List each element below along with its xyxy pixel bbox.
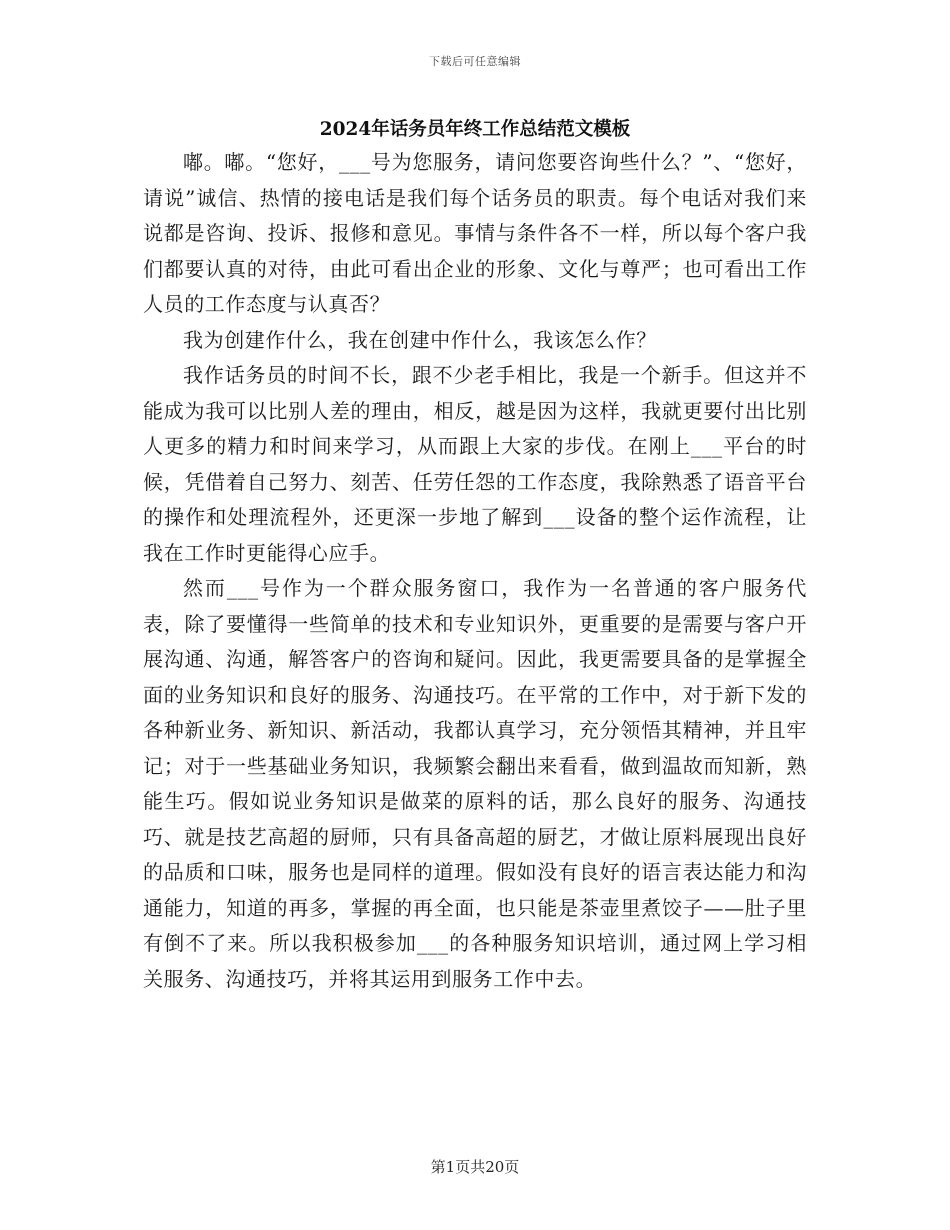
document-body	[143, 145, 807, 997]
header-note: 下载后可任意编辑	[429, 55, 521, 68]
page-number: 第1页共20页	[430, 1158, 520, 1176]
paragraph-1: 嘟。嘟。“您好，___号为您服务，请问您要咨询些什么？”、“您好，请说”诚信、热情的接电话是我们每个话务员的职责。每个电话对我们来说都是咨询、投诉、报修和意见。事情与条件各不一样，所以每个客户我们都要认真的对待，由此可看出企业的形象、文化与尊严；也可看出工作人员的工作态度与认真否？	[143, 150, 807, 316]
paragraph-3: 我作话务员的时间不长，跟不少老手相比，我是一个新手。但这并不能成为我可以比别人差的理由，相反，越是因为这样，我就更要付出比别人更多的精力和时间来学习，从而跟上大家的步伐。在刚上___平台的时候，凭借着自己努力、刻苦、任劳任怨的工作态度，我除熟悉了语音平台的操作和处理流程外，还更深一步地了解到___设备的整个运作流程，让我在工作时更能得心应手。	[143, 363, 807, 565]
paragraph-4: 然而___号作为一个群众服务窗口，我作为一名普通的客户服务代表，除了要懂得一些简单的技术和专业知识外，更重要的是需要与客户开展沟通、沟通，解答客户的咨询和疑问。因此，我更需要具备的是掌握全面的业务知识和良好的服务、沟通技巧。在平常的工作中，对于新下发的各种新业务、新知识、新活动，我都认真学习，充分领悟其精神，并且牢记；对于一些基础业务知识，我频繁会翻出来看看，做到温故而知新，熟能生巧。假如说业务知识是做菜的原料的话，那么良好的服务、沟通技巧、就是技艺高超的厨师，只有具备高超的厨艺，才做让原料展现出良好的品质和口味，服务也是同样的道理。假如没有良好的语言表达能力和沟通能力，知道的再多，掌握的再全面，也只能是茶壶里煮饺子——肚子里有倒不了来。所以我积极参加___的各种服务知识培训，通过网上学习相关服务、沟通技巧，并将其运用到服务工作中去。	[143, 576, 807, 991]
paragraph-2: 我为创建作什么，我在创建中作什么，我该怎么作？	[183, 327, 657, 352]
document-title: 2024年话务员年终工作总结范文模板	[319, 119, 631, 140]
